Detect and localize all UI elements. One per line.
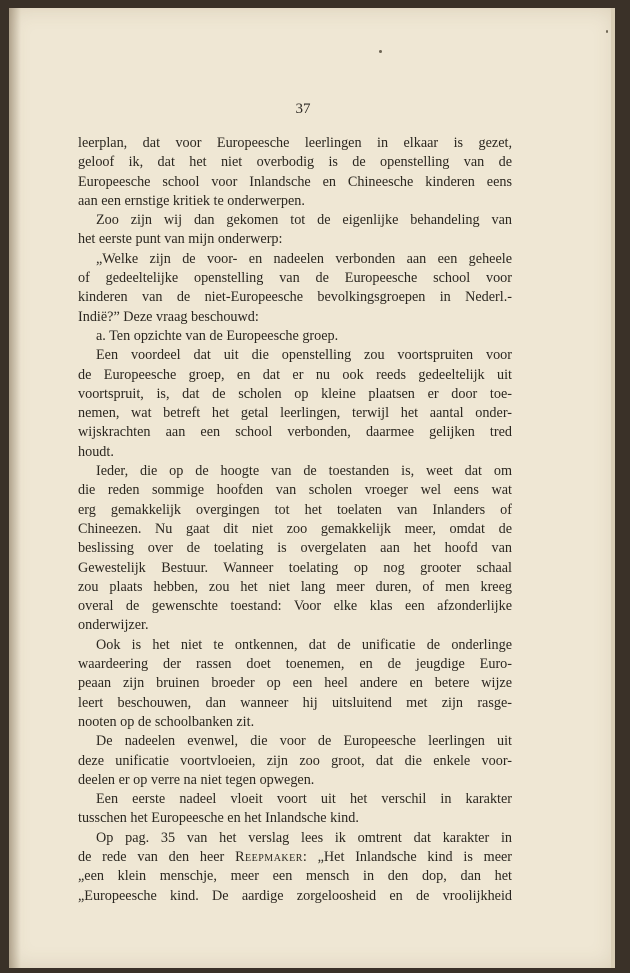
text-line: geloof ik, dat het niet overbodig is de openstelling van de <box>78 154 512 171</box>
text-line: „een klein menschje, meer een mensch in den dop, dan het <box>78 868 512 885</box>
text-line: Een voordeel dat uit die openstelling zou voortspruiten voor <box>96 347 512 364</box>
text-line: „Europeesche kind. De aardige zorgeloosheid en de vroolijkheid <box>78 887 512 904</box>
text-line-with-name <box>78 848 512 867</box>
text-line: of gedeeltelijke openstelling van de Europeesche school voor <box>78 270 512 287</box>
text-line: Gewestelijk Bestuur. Wanneer toelating op nog grooter schaal <box>78 559 512 576</box>
text-line: deelen er op verre na niet tegen opwegen. <box>78 771 315 788</box>
text-line: Zoo zijn wij dan gekomen tot de eigenlijke behandeling van <box>96 212 512 229</box>
text-line: het eerste punt van mijn onderwerp: <box>78 231 283 248</box>
text-line: Indië?” Deze vraag beschouwd: <box>78 308 259 325</box>
text-line: Ieder, die op de hoogte van de toestanden is, weet dat om <box>96 463 512 480</box>
text-line: leert beschouwen, dan wanneer hij uitsluitend met zijn rasge- <box>78 694 512 711</box>
text-line: leerplan, dat voor Europeesche leerlingen in elkaar is gezet, <box>78 135 512 151</box>
text-line: Europeesche school voor Inlandsche en Chineesche kinderen eens <box>78 173 512 190</box>
text-line: deze unificatie voortvloeien, zijn zoo groot, dat die enkele voor- <box>78 752 512 769</box>
gutter-shadow <box>9 8 21 968</box>
text-line: „Welke zijn de voor- en nadeelen verbonden aan een geheele <box>96 250 512 267</box>
text-line: peaan zijn bruinen broeder op een heel andere en betere wijze <box>78 675 512 692</box>
text-line: onderwijzer. <box>78 617 149 634</box>
text-line: nooten op de schoolbanken zit. <box>78 713 255 730</box>
text-line: voortspruit, is, dat de scholen op kleine plaatsen er door toe- <box>78 385 512 402</box>
text-line: wijskrachten aan een school verbonden, daarmee gelijken tred <box>78 424 512 441</box>
paper-speck <box>606 30 608 33</box>
text-line: beslissing over de toelating is overgelaten aan het hoofd van <box>78 540 512 557</box>
page-edge <box>611 8 615 968</box>
page-number: 37 <box>295 101 311 117</box>
text-fragment: de rede van den heer <box>78 848 236 865</box>
text-line: Ook is het niet te ontkennen, dat de unificatie de onderlinge <box>96 636 512 653</box>
section-heading: a. Ten opzichte van de Europeesche groep. <box>96 327 339 344</box>
text-line: waardeering der rassen doet toenemen, en de jeugdige Euro- <box>78 656 512 673</box>
text-line: die reden sommige hoofden van scholen vroeger wel eens wat <box>78 482 512 499</box>
text-line: houdt. <box>78 443 114 460</box>
text-fragment: : „Het Inlandsche kind is meer <box>302 848 513 865</box>
text-line: erg gemakkelijk overgingen tot het toelaten van Inlanders of <box>78 501 512 518</box>
paper-speck <box>379 50 382 53</box>
text-line: Chineezen. Nu gaat dit niet zoo gemakkelijk meer, omdat de <box>78 520 512 537</box>
text-line: nemen, wat betreft het getal leerlingen, terwijl het aantal onder- <box>78 405 512 422</box>
book-page <box>9 8 615 968</box>
text-line: zou plaats hebben, zou het niet lang meer duren, of men kreeg <box>78 578 512 595</box>
text-line: De nadeelen evenwel, die voor de Europeesche leerlingen uit <box>96 733 512 750</box>
text-line: Een eerste nadeel vloeit voort uit het verschil in karakter <box>96 791 512 808</box>
text-line: tusschen het Europeesche en het Inlandsche kind. <box>78 810 359 827</box>
text-line: kinderen van de niet-Europeesche bevolkingsgroepen in Nederl.- <box>78 289 512 306</box>
text-line: aan een ernstige kritiek te onderwerpen. <box>78 192 305 209</box>
body-text <box>78 134 512 906</box>
person-name: Reepmaker <box>235 848 303 865</box>
text-line: overal de gewenschte toestand: Voor elke klas een afzonderlijke <box>78 598 512 615</box>
text-line: de Europeesche groep, en dat er nu ook reeds gedeeltelijk uit <box>78 366 512 383</box>
text-line: Op pag. 35 van het verslag lees ik omtrent dat karakter in <box>96 829 512 846</box>
